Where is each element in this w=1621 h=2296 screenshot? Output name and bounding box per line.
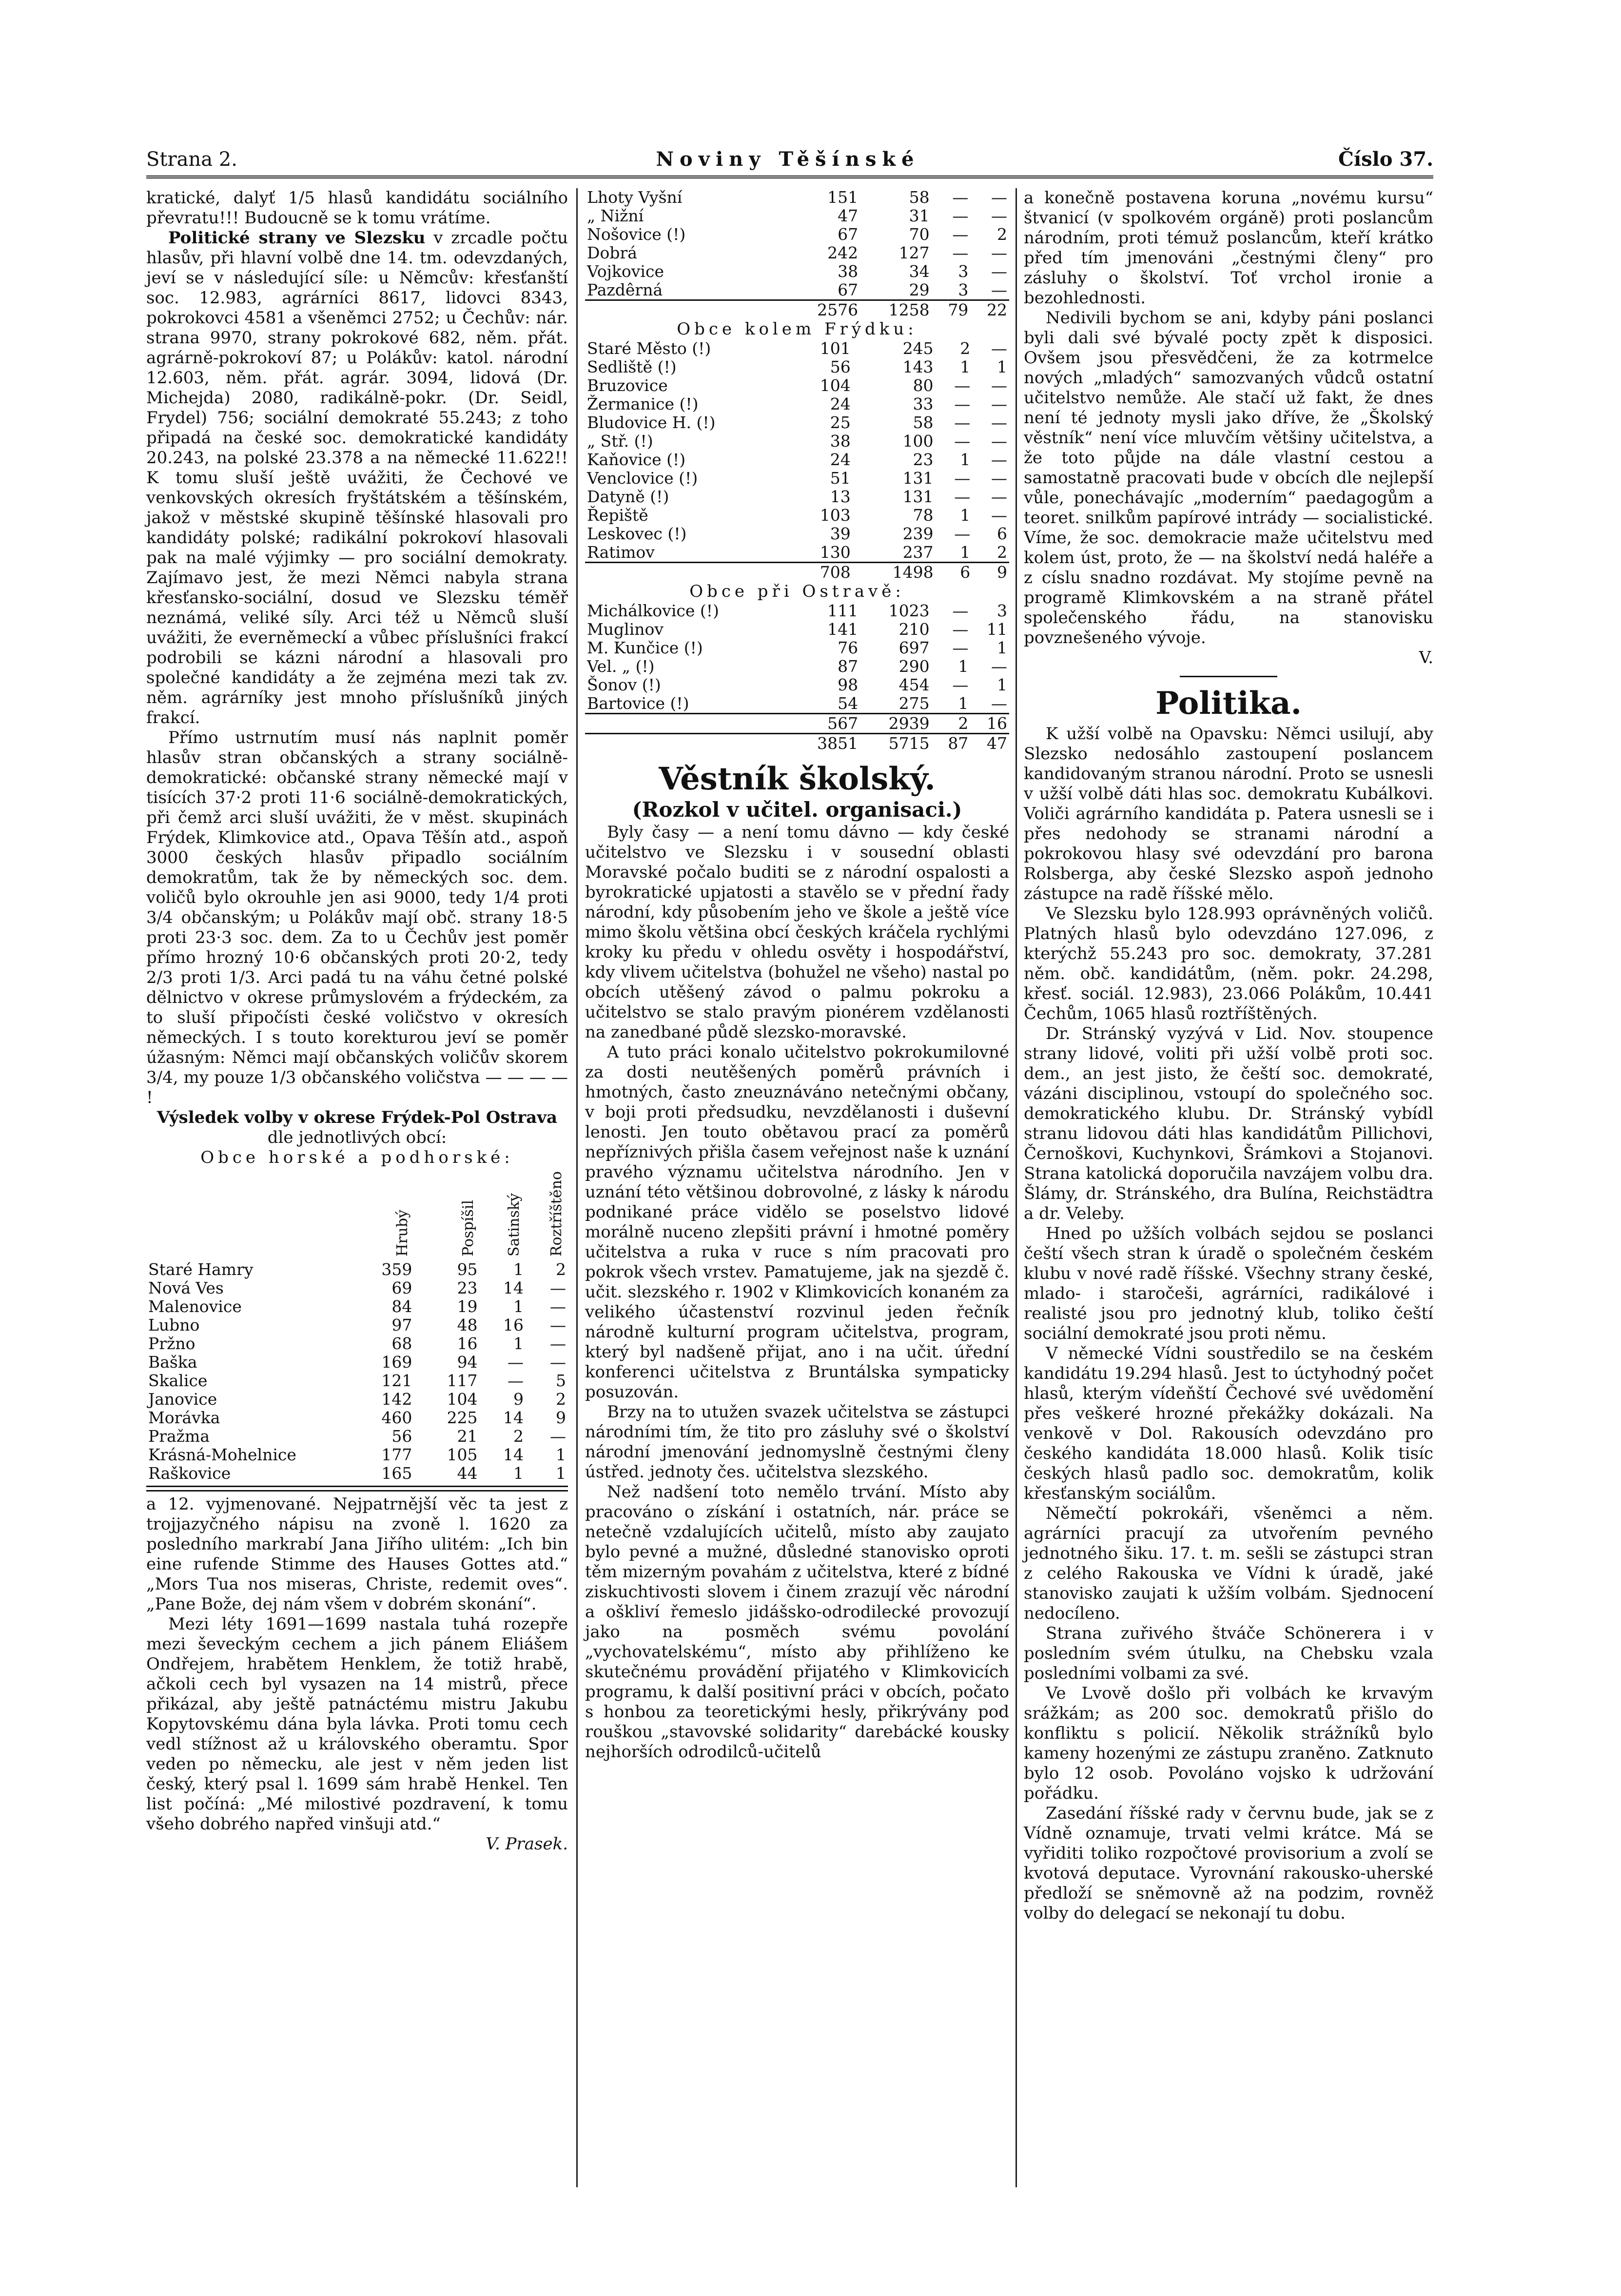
vote-count: 33 <box>913 394 934 413</box>
vote-count: 111 <box>827 601 859 620</box>
paragraph-text: v zrcadle počtu hlasův, při hlavní volbě dne 14. tm. odevzdaných, jeví se v následující síle: u Němcův: křesťanští soc. 12.983, agrárníci 8617, lidovci 8343, pokrokovci 4581 a všeněmci 2752; u Čechův: nár. strana 9970, strany pokrokové 682, něm. přát. agrárně-pokrokoví 87; u Polákův: katol. národní 12.603, něm. přát. agrár. 3094, lidová (Dr. Michejda) 2080, radikálně-pokr. (Dr. Seidl, Frydel) 756; sociální demokraté 55.243; z toho připadá na české soc. demokratické kandidáty 20.243, na polské 23.378 a na německé 11.622!! K tomu sluší ještě uvážiti, že Čechové ve venkovských okresích fryštátském a těšínském, jakož v městské skupině těšínské hlasovali pro kandidáty polské; radikální pokrokoví hlasovali pak na malé výjimky — pro sociální demokraty. Zajímavo jest, že mezi Němci nabyla strana křesťansko-sociální, dosud ve Slezsku téměř neznámá, veliké síly. Arci též u Němců sluší uvážiti, že everněmeckí a vůbec příslušníci frakcí podrobili se kázni národní a hlasovali pro společné kandidáty a že zejména mezi tak zv. něm. agrárníky jest mnoho příslušníků jiných frakcí. <box>146 228 568 727</box>
vote-count: 80 <box>913 376 934 395</box>
municipality-name: Leskovec (!) <box>587 524 687 543</box>
section-subheading: (Rozkol v učitel. organisaci.) <box>632 798 962 822</box>
vote-count: 103 <box>820 506 851 525</box>
table-row <box>585 413 1009 432</box>
vote-count: 1 <box>997 675 1007 694</box>
vote-count: 3 <box>958 280 969 299</box>
vote-count: 47 <box>970 734 1009 753</box>
municipality-name: „ Nižní <box>587 206 644 225</box>
vote-count: 567 <box>789 714 860 734</box>
table-row <box>146 1446 568 1464</box>
municipality-name: Krásná-Mohelnice <box>148 1445 296 1464</box>
paragraph: Nedivili bychom se ani, kdyby páni poslanci byli dali své bývalé pocty zpět k disposici. Ovšem jsou přesvědčeni, že za kotrmelce nových „mladých“ samozvaných vůdců ostatní učitelstvo nemůže. Ale stačí už fakt, že dnes není té jednoty mysli jako dříve, že „Školský věstník“ není více mluvčím většiny učitelstva, a že toto půjde na dále vlastní cestou a samostatně pracovati bude v obcích dle nejlepší vůle, ponechávajíc „moderním“ paedagogům a teoret. snilkům papírové intrády — socialistické. Víme, že soc. demokracie maže učitelstvu med kolem úst, proto, že — na školství nedá haléře a z císlu snadno rozdávat. My stojíme pevně na programě Klimkovském a na straně přátel společenského řádu, na stanovisku povznešeného vývoje. <box>1024 308 1433 648</box>
vote-count: 105 <box>447 1445 478 1464</box>
vote-count: 14 <box>503 1445 524 1464</box>
column-divider <box>1016 188 1017 2187</box>
vote-count: 1 <box>513 1464 524 1483</box>
vote-count: 142 <box>381 1390 412 1409</box>
sum-row <box>585 734 1009 753</box>
municipality-name: Řepiště <box>587 506 648 525</box>
lead-bold: Politické strany ve Slezsku <box>168 228 426 248</box>
vote-count: 14 <box>503 1278 524 1297</box>
municipality-name: Nošovice (!) <box>587 225 686 244</box>
vote-count: 5715 <box>860 734 932 753</box>
paragraph: Ve Lvově došlo při volbách ke krvavým srážkám; as 200 soc. demokratů přišlo do konfliktu s policií. Několik strážníků bylo kameny hozenými ze zástupu zraněno. Zatknuto bylo 12 osob. Povoláno vojsko k udržování pořádku. <box>1024 1684 1433 1803</box>
results-subtitle: dle jednotlivých obcí: <box>267 1128 447 1147</box>
vote-count: 95 <box>457 1260 478 1279</box>
vote-count: 460 <box>381 1408 412 1427</box>
vote-count: 16 <box>970 714 1009 734</box>
table-row <box>585 376 1009 395</box>
paragraph: Zasedání říšské rady v červnu bude, jak se z Vídně oznamuje, trvati velmi krátce. Má se vyřiditi toliko rozpočtové provisorium a zvolí se kvotová deputace. Vyrovnání rakousko-uherské předloží se sněmovně až na podzim, rovněž volby do delegací se nekonají tu dobu. <box>1024 1804 1433 1923</box>
vote-count: — <box>991 469 1007 488</box>
vote-count: — <box>954 432 971 451</box>
vote-count: 16 <box>503 1315 524 1334</box>
vote-count: — <box>954 487 971 506</box>
vote-count: 290 <box>898 657 930 676</box>
municipality-name: „ Stř. (!) <box>587 432 653 451</box>
vote-count: 23 <box>913 450 934 469</box>
table-row <box>585 451 1009 469</box>
vote-count: 23 <box>457 1278 478 1297</box>
vote-count: — <box>952 601 969 620</box>
municipality-name: Bartovice (!) <box>587 694 689 713</box>
vote-count: 1 <box>513 1260 524 1279</box>
table-row <box>146 1279 568 1297</box>
vote-count: 97 <box>391 1315 412 1334</box>
paragraph <box>146 228 568 728</box>
vote-count: 9 <box>972 563 1009 582</box>
vote-count: 237 <box>902 543 934 562</box>
page-number: Strana 2. <box>146 148 237 171</box>
vote-count: 359 <box>381 1260 412 1279</box>
column-head: Hrubý <box>394 1210 411 1256</box>
column-divider <box>576 188 578 2187</box>
paragraph: Strana zuřivého štváče Schönerera i v posledním svém útulku, na Chebsku vzala posledními volbami za své. <box>1024 1624 1433 1683</box>
vote-count: 79 <box>932 300 971 320</box>
municipality-name: Ratimov <box>587 543 655 562</box>
vote-count: 141 <box>827 620 859 639</box>
vote-count: 1 <box>960 450 971 469</box>
page-header <box>146 141 1433 178</box>
vote-count: 14 <box>503 1408 524 1427</box>
vote-count: — <box>550 1297 566 1316</box>
vote-count: 6 <box>936 563 973 582</box>
vote-count: — <box>952 243 969 262</box>
column-1 <box>146 188 568 1854</box>
vote-count: — <box>991 487 1007 506</box>
vote-count: — <box>954 469 971 488</box>
vote-count: 29 <box>909 280 930 299</box>
municipality-name: Baška <box>148 1353 197 1372</box>
vote-count: — <box>550 1334 566 1353</box>
vote-count: 24 <box>830 450 851 469</box>
vote-count: 16 <box>457 1334 478 1353</box>
table-row <box>585 488 1009 506</box>
table-head <box>146 1168 568 1260</box>
vote-count: 151 <box>827 188 859 207</box>
paragraph: Mezi léty 1691—1699 nastala tuhá rozepře mezi ševeckým cechem a jich pánem Eliášem Ondřejem, hrabětem Henklem, že totiž hrabě, ačkoli cech byl vysazen na 14 mistrů, přece přikázal, aby ještě patnáctému mistru Jakubu Kopytovskému dána byla lávka. Proti tomu cech vedl stížnost až u královského oberamtu. Spor veden po německu, ale jest v něm jeden list český, který psal l. 1699 sám hrabě Henkel. Ten list počíná: „Mé milostivé pozdravení, k tomu všeho dobrého napřed vinšuji atd.“ <box>146 1614 568 1834</box>
table-row <box>585 602 1009 620</box>
municipality-name: Lubno <box>148 1315 200 1334</box>
results-table-continued <box>585 188 1009 319</box>
signature: V. Prasek. <box>486 1834 568 1854</box>
vote-count: 69 <box>391 1278 412 1297</box>
vote-count: 84 <box>391 1297 412 1316</box>
table-row <box>146 1390 568 1409</box>
paragraph: a konečně postavena koruna „novému kursu“ štvanicí (v spolkovém orgáně) proti poslancům národním, proti témuž poslancům, kteří krátko před tím jmenováni „čestnými členy“ pro zásluhy o školství. Toť vrchol ironie a bezohlednosti. <box>1024 188 1433 308</box>
sum-row <box>585 563 1009 582</box>
table-row <box>146 1297 568 1316</box>
vote-count: 2 <box>513 1427 524 1446</box>
vote-count: 104 <box>820 376 851 395</box>
vote-count: 47 <box>838 206 859 225</box>
vote-count: 25 <box>830 413 851 432</box>
municipality-name: Lhoty Vyšní <box>587 188 683 207</box>
vote-count: — <box>952 225 969 244</box>
municipality-name <box>585 734 789 753</box>
paragraph: Ve Slezsku bylo 128.993 oprávněných voličů. Platných hlasů bylo odevzdáno 127.096, z kterýchž 55.243 pro soc. demokraty, 37.281 něm. obč. kandidátům, (něm. pokr. 24.298, křesť. sociál. 12.983), 23.066 Polákům, 10.441 Čechům, 1065 hlasů roztříštěných. <box>1024 904 1433 1023</box>
municipality-name: Staré Hamry <box>148 1260 254 1279</box>
results-table <box>146 1168 568 1483</box>
vote-count: 24 <box>830 394 851 413</box>
vote-count: — <box>508 1353 524 1372</box>
table-row <box>585 543 1009 563</box>
sum-row <box>585 300 1009 320</box>
table-row <box>585 225 1009 244</box>
table-row <box>585 262 1009 281</box>
paragraph: Než nadšení toto nemělo trvání. Místo aby pracováno o získání i ostatních, nár. práce se netečně vzdalujících učitelů, místo aby zaujato bylo pevné a mužné, důsledné stanovisko oproti těm mizerným povahám z učitelstva, které z bídné ziskuchtivosti slovem i činem zrazují věc národní a oškliví řemeslo jidášsko-odrodilecké provozují jako na posměch svému povolání „vychovatelskému“, místo aby přihlíženo ke skutečnému provádění přijatého v Klimkovicích programu, k další positivní práci v obcích, počato s honbou za teoretickými hesly, přikrývány pod rouškou „stavovské solidarity“ darebácké kousky nejhorších odrodilců-učitelů <box>585 1482 1009 1762</box>
section-heading: Věstník školský. <box>659 761 936 797</box>
vote-count: 275 <box>898 694 930 713</box>
vote-count: — <box>991 243 1007 262</box>
vote-count: 239 <box>902 524 934 543</box>
municipality-name: Raškovice <box>148 1464 231 1483</box>
issue-number: Číslo 37. <box>1338 148 1433 171</box>
vote-count: 67 <box>838 280 859 299</box>
vote-count: — <box>991 657 1007 676</box>
vote-count: 70 <box>909 225 930 244</box>
vote-count: 21 <box>457 1427 478 1446</box>
vote-count: — <box>991 450 1007 469</box>
newspaper-page <box>146 141 1433 1923</box>
municipality-name: Michálkovice (!) <box>587 601 719 620</box>
sum-row <box>585 714 1009 734</box>
vote-count: 39 <box>830 524 851 543</box>
vote-count: 2 <box>960 339 971 358</box>
municipality-name: Morávka <box>148 1408 220 1427</box>
municipality-name: Bludovice H. (!) <box>587 413 716 432</box>
vote-count: 56 <box>391 1427 412 1446</box>
vote-count: 1 <box>997 638 1007 657</box>
results-title: Výsledek volby v okrese Frýdek-Pol Ostrava <box>156 1108 558 1127</box>
vote-count: 1 <box>997 357 1007 376</box>
table-row <box>585 358 1009 376</box>
table-row <box>585 188 1009 207</box>
table-row <box>585 694 1009 714</box>
vote-count: 2 <box>556 1390 566 1409</box>
municipality-name: Sedliště (!) <box>587 357 677 376</box>
vote-count: 245 <box>902 339 934 358</box>
vote-count: 38 <box>830 432 851 451</box>
municipality-name: Skalice <box>148 1371 208 1390</box>
municipality-name: Kaňovice (!) <box>587 450 686 469</box>
municipality-name: Vojkovice <box>587 262 664 281</box>
paragraph: Přímo ustrnutím musí nás naplnit poměr hlasův stran občanských a strany sociálně-demokratické: občanské strany německé mají v tisících 37·2 proti 11·6 sociálně-demokratických, při čemž arci sluší uvážiti, že v měst. skupinách Frýdek, Klimkovice atd., Opava Těšín atd., aspoň 3000 českých hlasův připadlo sociálním demokratům, tak že by německých soc. dem. voličů bylo okrouhle jen asi 9000, tedy 1/4 proti 3/4 občanským; u Polákův mají obč. strany 18·5 proti 23·3 soc. dem. Za to u Čechův jest poměr přímo hrozný 10·6 občanských proti 20·2, tedy 2/3 proti 1/3. Arci padá tu na váhu četné polské dělnictvo v okrese průmyslovém a frýdeckém, za to sluší připočísti české voličstvo v okresích německých. I s touto korekturou jeví se poměr úžasným: Němci mají občanských voličův skorem 3/4, my pouze 1/3 občanského voličstva — — — — ! <box>146 728 568 1107</box>
vote-count: — <box>991 280 1007 299</box>
municipality-name: Vel. „ (!) <box>587 657 655 676</box>
vote-count: — <box>508 1371 524 1390</box>
vote-count: — <box>991 432 1007 451</box>
vote-count: 121 <box>381 1371 412 1390</box>
vote-count: 101 <box>820 339 851 358</box>
vote-count: 225 <box>447 1408 478 1427</box>
vote-count: 127 <box>898 243 930 262</box>
vote-count: 2 <box>932 714 971 734</box>
municipality-name: Šonov (!) <box>587 675 661 694</box>
paragraph: Byly časy — a není tomu dávno — kdy české učitelstvo ve Slezsku i v sousední oblasti Moravské počalo buditi se z národní ospalosti a byrokratické upjatosti a stavělo se v přední řady národní, kdy působením jeho ve škole a ještě více mimo školu většina obcí českých kráčela rychlými kroky ku předu v ohledu osvěty i hospodářství, kdy vlivem učitelstva (bohužel ne všeho) nastal po obcích utěšený závod o palmu pokroku a učitelstvo se stalo pravým pionérem vzdělanosti na zanedbané půdě slezsko-moravské. <box>585 823 1009 1042</box>
paragraph: Brzy na to utužen svazek učitelstva se zástupci národními tím, že tito pro zásluhy své o školství národní jmenování jednomyslně čestnými členy ústřed. jednoty čes. učitelstva slezského. <box>585 1402 1009 1482</box>
vote-count: 2576 <box>789 300 860 320</box>
vote-count: 708 <box>789 563 853 582</box>
municipality-name: Muglinov <box>587 620 664 639</box>
vote-count: 51 <box>830 469 851 488</box>
group-title: Obce horské a podhorské: <box>200 1148 514 1167</box>
vote-count: 56 <box>830 357 851 376</box>
vote-count: 165 <box>381 1464 412 1483</box>
table-row <box>146 1409 568 1427</box>
vote-count: 87 <box>838 657 859 676</box>
table-row <box>585 207 1009 225</box>
paragraph: a 12. vyjmenované. Nejpatrnější věc ta jest z trojjazyčného nápisu na zvoně l. 1620 za posledního markrabí Jana Jiřího ulitém: „Ich bin eine rufende Stimme des Hauses Gottes atd.“ „Mors Tua nos miseras, Christe, redemit oves“. „Pane Bože, dej nám všem v dobrém skonání“. <box>146 1494 568 1614</box>
table-row <box>585 620 1009 639</box>
table-row <box>585 506 1009 525</box>
table-row <box>585 657 1009 676</box>
table-row <box>585 432 1009 451</box>
municipality-name: Dobrá <box>587 243 637 262</box>
table-row <box>146 1353 568 1372</box>
vote-count: 1 <box>958 657 969 676</box>
paragraph: kratické, dalyť 1/5 hlasů kandidátu sociálního převratu!!! Budoucně se k tomu vrátíme. <box>146 188 568 228</box>
vote-count: — <box>954 524 971 543</box>
vote-count: 13 <box>830 487 851 506</box>
table-row <box>146 1372 568 1390</box>
vote-count: 3 <box>997 601 1007 620</box>
vote-count: 131 <box>902 469 934 488</box>
vote-count: 1 <box>513 1334 524 1353</box>
vote-count: — <box>954 413 971 432</box>
vote-count: 68 <box>391 1334 412 1353</box>
vote-count: 2 <box>997 543 1007 562</box>
vote-count: 1 <box>556 1445 566 1464</box>
group-title: Obce kolem Frýdku: <box>677 319 918 339</box>
vote-count: — <box>991 339 1007 358</box>
vote-count: 98 <box>838 675 859 694</box>
municipality-name: Nová Ves <box>148 1278 224 1297</box>
vote-count: — <box>550 1353 566 1372</box>
vote-count: — <box>991 206 1007 225</box>
vote-count: — <box>952 675 969 694</box>
vote-count: — <box>952 638 969 657</box>
vote-count: 1 <box>958 694 969 713</box>
vote-count: 177 <box>381 1445 412 1464</box>
results-table-ostrava <box>585 602 1009 753</box>
divider <box>1180 676 1277 677</box>
vote-count: 38 <box>838 262 859 281</box>
table-row <box>585 244 1009 262</box>
vote-count: 2 <box>997 225 1007 244</box>
vote-count: 22 <box>970 300 1009 320</box>
municipality-name: Malenovice <box>148 1297 242 1316</box>
results-table-frydek <box>585 339 1009 582</box>
municipality-name <box>585 714 789 734</box>
vote-count: — <box>991 506 1007 525</box>
vote-count: 48 <box>457 1315 478 1334</box>
vote-count: 58 <box>909 188 930 207</box>
municipality-name: M. Kunčice (!) <box>587 638 703 657</box>
vote-count: 143 <box>902 357 934 376</box>
vote-count: 1498 <box>853 563 936 582</box>
vote-count: 1 <box>960 543 971 562</box>
paragraph: Dr. Stránský vyzývá v Lid. Nov. stoupence strany lidové, voliti při užší volbě proti soc. dem., an jest jisto, že čeští soc. demokraté, vázáni disciplinou, vstoupí do společného soc. demokratického klubu. Dr. Stránský vybídl stranu lidovou dáti hlas kandidátům Pillichovi, Černoškovi, Kuchynkovi, Šrámkovi a Stojanovi. Strana katolická doporučila navzájem volbu dra. Šlámy, dr. Stránského, dra Bulína, Reichstädtra a dr. Veleby. <box>1024 1024 1433 1223</box>
municipality-name: Bruzovice <box>587 376 668 395</box>
table-row <box>585 525 1009 543</box>
vote-count: — <box>991 262 1007 281</box>
vote-count: — <box>952 188 969 207</box>
vote-count: 210 <box>898 620 930 639</box>
paragraph: A tuto práci konalo učitelstvo pokrokumilovné za dosti neutěšených poměrů právních i hmotných, často zneuznáváno netečnými občany, v boji proti předsudku, nevzdělanosti i duševní lenosti. Jen touto obětavou prací za poměrů nepříznivých přišla časem veřejnost naše k uznání pravého významu učitelstva národního. Jen v uznání této většinou dobrovolné, z lásky k národu podnikané práce vidělo se poselstvo lidové morálně nuceno zlepšiti právní i hmotné poměry učitelstva a ruka v ruce s ním pracovati pro pokrok všech vrstev. Pamatujeme, jak na sjezdě č. učit. slezského r. 1902 v Klimkovicích konaném za velikého účastenství rozvinul jeden řečník národně kulturní program učitelstva, program, který byl nadšeně přijat, ano i na učit. úřední konferenci učitelstva z Bruntálska sympaticky posuzován. <box>585 1042 1009 1402</box>
municipality-name: Venclovice (!) <box>587 469 698 488</box>
table-row <box>146 1464 568 1483</box>
divider <box>146 1486 568 1487</box>
table-row <box>585 395 1009 413</box>
vote-count: 1 <box>960 357 971 376</box>
signature: V. <box>1419 648 1433 667</box>
vote-count: 104 <box>447 1390 478 1409</box>
vote-count: 1023 <box>888 601 930 620</box>
vote-count: — <box>550 1315 566 1334</box>
municipality-name: Datyně (!) <box>587 487 669 506</box>
paragraph: K užší volbě na Opavsku: Němci usilují, aby Slezsko nedosáhlo zastoupení poslancem kandidovaným stranou národní. Proto se usnesli v užší volbě dáti hlas soc. demokratu Kubálkovi. Voliči agrárního kandidáta p. Patera usnesli se i přes nedohody se stranami národní a pokrokovou hlasy své odevzdání pro barona Rolsberga, aby české Slezsko aspoň jednoho zástupce na radě říšské mělo. <box>1024 724 1433 903</box>
table-row <box>585 281 1009 300</box>
table-row <box>146 1260 568 1279</box>
vote-count: 1258 <box>860 300 932 320</box>
vote-count: — <box>954 394 971 413</box>
vote-count: 3 <box>958 262 969 281</box>
vote-count: 454 <box>898 675 930 694</box>
column-2 <box>585 188 1009 1762</box>
vote-count: 1 <box>960 506 971 525</box>
vote-count: 54 <box>838 694 859 713</box>
vote-count: 131 <box>902 487 934 506</box>
group-title: Obce při Ostravě: <box>689 582 905 601</box>
vote-count: — <box>991 694 1007 713</box>
vote-count: 9 <box>556 1408 566 1427</box>
vote-count: 9 <box>513 1390 524 1409</box>
newspaper-title: Noviny Těšínské <box>656 148 920 171</box>
table-row <box>585 339 1009 358</box>
vote-count: 67 <box>838 225 859 244</box>
vote-count: 1 <box>513 1297 524 1316</box>
paragraph: Němečtí pokrokáři, všeněmci a něm. agrárníci pracují za utvořením pevného jednotného šiku. 17. t. m. sešli se zástupci stran z celého Rakouska ve Vídni k úradě, jaké stanovisko zaujati k užším volbám. Sjednocení nedocíleno. <box>1024 1504 1433 1623</box>
table-row <box>585 676 1009 694</box>
vote-count: 3851 <box>789 734 860 753</box>
vote-count: 6 <box>997 524 1007 543</box>
vote-count: 76 <box>838 638 859 657</box>
vote-count: 31 <box>909 206 930 225</box>
table-row <box>585 639 1009 657</box>
table-row <box>146 1427 568 1446</box>
vote-count: 5 <box>556 1371 566 1390</box>
vote-count: — <box>952 620 969 639</box>
vote-count: — <box>952 206 969 225</box>
municipality-name: Staré Město (!) <box>587 339 711 358</box>
vote-count: 169 <box>381 1353 412 1372</box>
vote-count: 242 <box>827 243 859 262</box>
paragraph: Hned po užších volbách sejdou se poslanci čeští všech stran k úradě o společném českém klubu v nové radě říšské. Všechny strany české, mlado- i staročeši, agrárníci, radikálové i realisté jsou pro jednotný klub, toliko čeští sociální demokraté jsou proti němu. <box>1024 1224 1433 1343</box>
vote-count: 58 <box>913 413 934 432</box>
vote-count: — <box>991 188 1007 207</box>
table-row <box>146 1334 568 1353</box>
vote-count: 1 <box>556 1464 566 1483</box>
vote-count: 19 <box>457 1297 478 1316</box>
vote-count: 11 <box>987 620 1007 639</box>
vote-count: — <box>550 1427 566 1446</box>
vote-count: 87 <box>932 734 971 753</box>
column-head: Roztříštěno <box>548 1171 565 1256</box>
paragraph: V německé Vídni soustředilo se na českém kandidátu 19.294 hlasů. Jest to úctyhodný počet hlasů, kterým vídeňští Čechové své uvědomění přes veškeré hrozné překážky dokázali. Na venkově v Dol. Rakousích odevzdáno pro českého kandidáta 18.000 hlasů. Kolik tisíc českých hlasů padlo soc. demokratům, kolik křesťanským sociálům. <box>1024 1344 1433 1503</box>
municipality-name: Pazdêrná <box>587 280 663 299</box>
section-heading: Politika. <box>1155 685 1302 722</box>
municipality-name: Pražma <box>148 1427 210 1446</box>
vote-count: — <box>991 376 1007 395</box>
vote-count: — <box>550 1278 566 1297</box>
vote-count: 117 <box>447 1371 478 1390</box>
vote-count: 100 <box>902 432 934 451</box>
municipality-name: Janovice <box>148 1390 217 1409</box>
table-row <box>585 469 1009 488</box>
table-row <box>146 1316 568 1334</box>
vote-count: 130 <box>820 543 851 562</box>
vote-count: 34 <box>909 262 930 281</box>
municipality-name <box>585 563 789 582</box>
column-head: Pospíšil <box>459 1200 477 1256</box>
column-3 <box>1024 188 1433 1923</box>
vote-count: 94 <box>457 1353 478 1372</box>
vote-count: 44 <box>457 1464 478 1483</box>
municipality-name: Žermanice (!) <box>587 394 699 413</box>
vote-count: 2939 <box>860 714 932 734</box>
vote-count: — <box>991 394 1007 413</box>
municipality-name <box>585 300 789 320</box>
municipality-name: Pržno <box>148 1334 195 1353</box>
divider <box>146 1490 568 1491</box>
vote-count: 697 <box>898 638 930 657</box>
vote-count: 78 <box>913 506 934 525</box>
column-head: Satinský <box>506 1193 523 1256</box>
vote-count: — <box>954 376 971 395</box>
vote-count: — <box>991 413 1007 432</box>
vote-count: 2 <box>556 1260 566 1279</box>
